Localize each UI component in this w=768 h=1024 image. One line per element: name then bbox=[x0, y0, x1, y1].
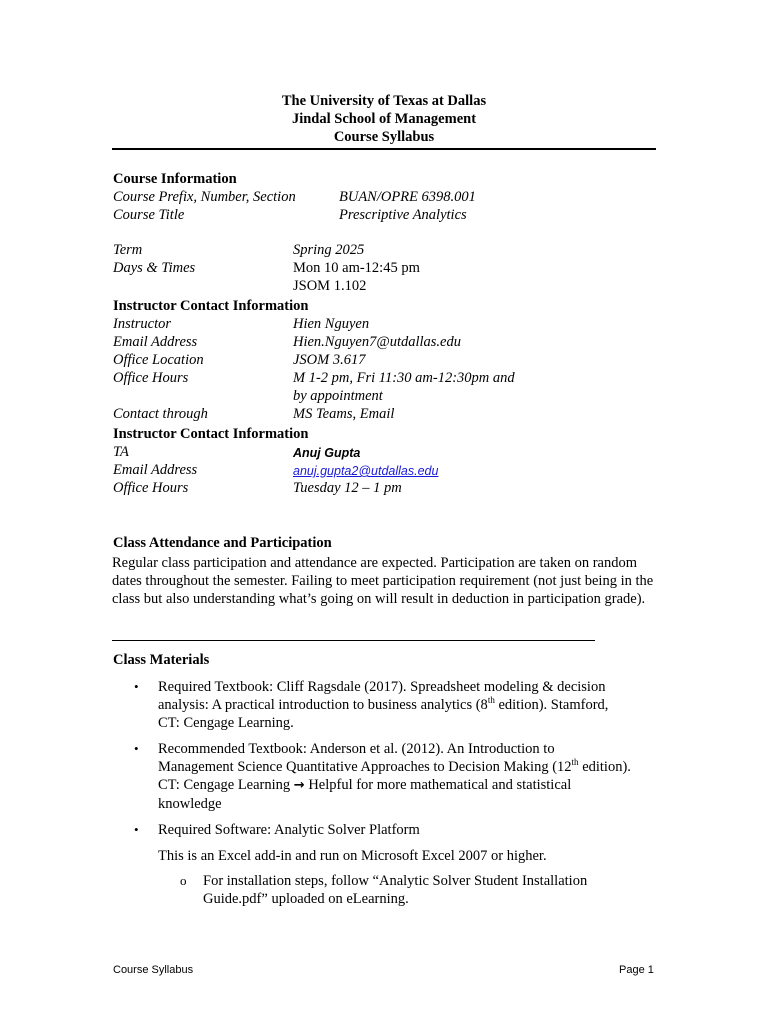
material-item-line bbox=[158, 776, 658, 795]
material-item-line: CT: Cengage Learning. bbox=[158, 715, 294, 731]
office-hours-value-cont: by appointment bbox=[293, 388, 383, 404]
ta-email-link[interactable]: anuj.gupta2@utdallas.edu bbox=[293, 464, 439, 478]
material-item-fragment: CT: Cengage Learning bbox=[158, 777, 294, 793]
material-item-line: For installation steps, follow “Analytic Solver Student Installation bbox=[203, 873, 588, 889]
superscript: th bbox=[487, 695, 495, 706]
days-times-value: Mon 10 am-12:45 pm bbox=[293, 260, 420, 276]
contact-through-label: Contact through bbox=[113, 406, 208, 422]
office-hours-label: Office Hours bbox=[113, 370, 189, 386]
installation-instructions bbox=[203, 872, 623, 908]
attendance-heading: Class Attendance and Participation bbox=[113, 535, 332, 551]
course-title-value: Prescriptive Analytics bbox=[339, 207, 467, 223]
material-item-line: Guide.pdf” uploaded on eLearning. bbox=[203, 891, 409, 907]
sub-bullet-icon: o bbox=[180, 873, 187, 888]
course-prefix-label: Course Prefix, Number, Section bbox=[113, 189, 296, 205]
page-number: Page 1 bbox=[619, 964, 654, 976]
material-item-software: Required Software: Analytic Solver Platform bbox=[158, 822, 420, 838]
section-divider bbox=[112, 640, 595, 641]
instructor-email-value[interactable]: Hien.Nguyen7@utdallas.edu bbox=[293, 334, 461, 350]
term-value: Spring 2025 bbox=[293, 242, 365, 258]
attendance-body: Regular class participation and attendance are expected. Participation are taken on random dates throughout the semester. Failing to meet participation requirement (not just being in the class but also understanding what’s going on will result in deduction in participation grade). bbox=[112, 555, 654, 608]
school-name: Jindal School of Management bbox=[291, 111, 477, 127]
office-hours-value: M 1-2 pm, Fri 11:30 am-12:30pm and bbox=[293, 370, 515, 386]
material-item-fragment: Management Science Quantitative Approaches to Decision Making (12 bbox=[158, 759, 572, 775]
instructor-label: Instructor bbox=[113, 316, 171, 332]
days-times-label: Days & Times bbox=[113, 260, 196, 276]
instructor-email-label: Email Address bbox=[113, 334, 198, 350]
right-arrow-icon: → bbox=[293, 778, 305, 793]
material-item-line bbox=[158, 758, 658, 776]
office-location-label: Office Location bbox=[113, 352, 204, 368]
bullet-icon: • bbox=[134, 822, 139, 837]
header-rule bbox=[112, 148, 656, 150]
material-item-textbook bbox=[158, 678, 658, 732]
contact-through-value: MS Teams, Email bbox=[293, 406, 395, 422]
superscript: th bbox=[571, 757, 579, 768]
footer-left: Course Syllabus bbox=[113, 964, 194, 976]
classroom-value: JSOM 1.102 bbox=[293, 278, 367, 294]
bullet-icon: • bbox=[134, 741, 139, 756]
material-item-fragment: Helpful for more mathematical and statistical bbox=[304, 777, 572, 793]
material-item-line bbox=[158, 696, 658, 714]
university-name: The University of Texas at Dallas bbox=[281, 93, 487, 109]
ta-value: Anuj Gupta bbox=[293, 446, 361, 460]
course-info-heading: Course Information bbox=[113, 171, 237, 187]
material-item-fragment: analysis: A practical introduction to business analytics (8 bbox=[158, 697, 488, 713]
bullet-icon: • bbox=[134, 679, 139, 694]
term-label: Term bbox=[113, 242, 143, 258]
material-item-fragment: edition). Stamford, bbox=[494, 697, 609, 713]
ta-heading: Instructor Contact Information bbox=[113, 426, 309, 442]
instructor-value: Hien Nguyen bbox=[293, 316, 370, 332]
office-location-value: JSOM 3.617 bbox=[293, 352, 366, 368]
course-title-label: Course Title bbox=[113, 207, 185, 223]
ta-email-label: Email Address bbox=[113, 462, 198, 478]
ta-label: TA bbox=[113, 444, 129, 460]
material-item-line: Recommended Textbook: Anderson et al. (2012). An Introduction to bbox=[158, 741, 555, 757]
material-item-line: Required Textbook: Cliff Ragsdale (2017). Spreadsheet modeling & decision bbox=[158, 679, 606, 695]
document-title: Course Syllabus bbox=[333, 129, 435, 145]
document-header bbox=[112, 92, 656, 146]
material-item-recommended bbox=[158, 740, 658, 813]
materials-heading: Class Materials bbox=[113, 652, 210, 668]
course-prefix-value: BUAN/OPRE 6398.001 bbox=[339, 189, 476, 205]
instructor-heading: Instructor Contact Information bbox=[113, 298, 309, 314]
software-note: This is an Excel add-in and run on Microsoft Excel 2007 or higher. bbox=[158, 848, 547, 864]
ta-hours-label: Office Hours bbox=[113, 480, 189, 496]
material-item-fragment: edition). bbox=[578, 759, 631, 775]
material-item-line: knowledge bbox=[158, 796, 222, 812]
ta-hours-value: Tuesday 12 – 1 pm bbox=[293, 480, 402, 496]
